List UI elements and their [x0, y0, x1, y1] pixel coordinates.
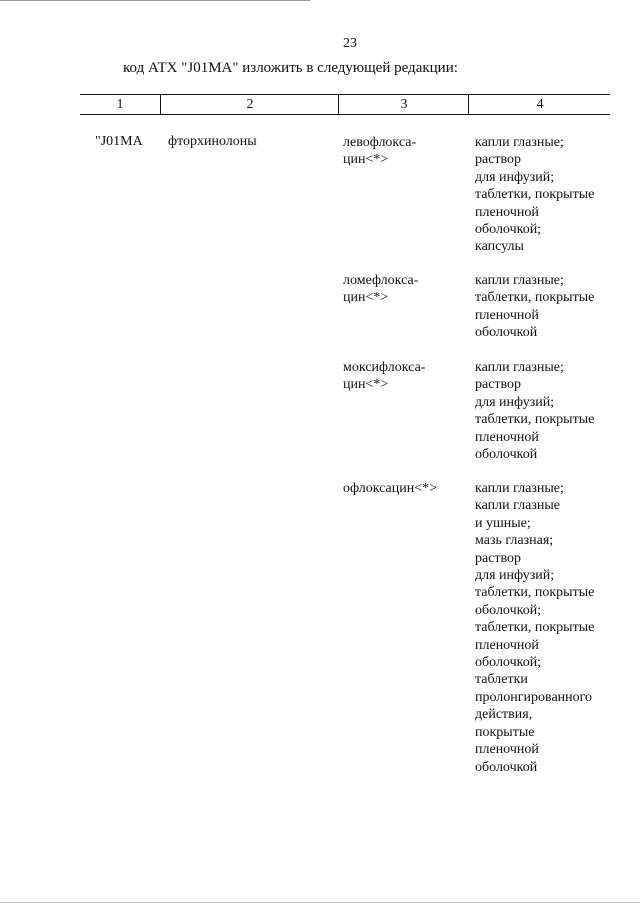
scan-edge-top	[0, 0, 310, 1]
drug-name: ломефлокса- цин<*>	[343, 273, 419, 306]
drug-group: фторхинолоны	[168, 134, 257, 149]
header-col-4: 4	[468, 95, 611, 114]
header-col-3: 3	[338, 95, 469, 114]
dosage-forms: капли глазные; раствор для инфузий; таблетки, покрытые пленочной оболочкой; капсулы	[475, 135, 595, 255]
drug-name: левофлокса- цин<*>	[343, 135, 417, 168]
dosage-forms: капли глазные; капли глазные и ушные; мазь глазная; раствор для инфузий; таблетки, покрытые оболочкой; таблетки, покрытые пленочной оболочкой; таблетки пролонгированного действия, покрытые пленочной оболочкой	[475, 481, 595, 775]
scan-edge-bottom	[0, 902, 640, 903]
header-col-1: 1	[116, 97, 124, 112]
header-col-2: 2	[160, 95, 339, 114]
drug-name: моксифлокса- цин<*>	[343, 360, 426, 393]
table-header	[80, 94, 610, 115]
dosage-forms: капли глазные; таблетки, покрытые пленочной оболочкой	[475, 273, 595, 341]
atc-code: "J01MA	[95, 134, 143, 149]
dosage-forms: капли глазные; раствор для инфузий; таблетки, покрытые пленочной оболочкой	[475, 360, 595, 463]
page-number: 23	[343, 36, 357, 51]
drug-name: офлоксацин<*>	[343, 481, 438, 496]
intro-text: код АТХ "J01MA" изложить в следующей редакции:	[123, 60, 458, 76]
